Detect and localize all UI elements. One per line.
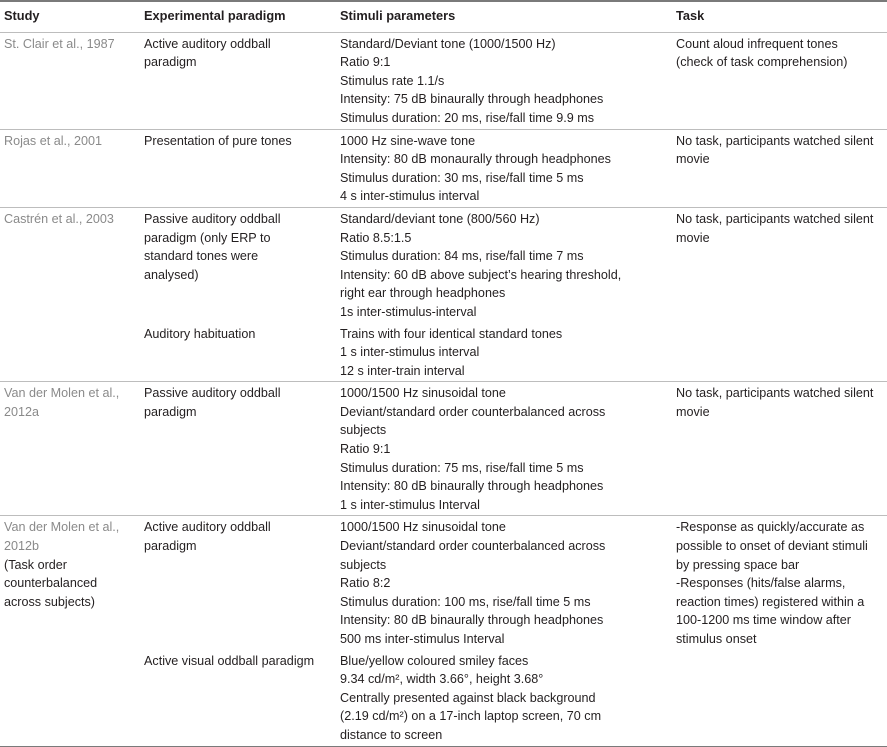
paradigm-cell — [140, 516, 336, 650]
task-line: (check of task comprehension) — [676, 55, 848, 70]
paradigm-line: Presentation of pure tones — [144, 133, 292, 148]
stimuli-cell — [336, 650, 672, 746]
stimuli-line: Blue/yellow coloured smiley faces — [340, 653, 529, 668]
task-cell — [672, 650, 887, 746]
stimuli-line: distance to screen — [340, 727, 443, 742]
paradigm-line: paradigm — [144, 539, 197, 554]
task-line: -Response as quickly/accurate as — [676, 520, 865, 535]
task-line: movie — [676, 152, 710, 167]
stimuli-line: Intensity: 80 dB monaurally through headphones — [340, 152, 611, 167]
study-cell — [0, 382, 140, 516]
paradigm-line: Active auditory oddball — [144, 36, 271, 51]
study-line: 2012b — [4, 539, 40, 554]
stimuli-line: right ear through headphones — [340, 286, 506, 301]
paradigm-line: paradigm — [144, 55, 197, 70]
paradigm-cell — [140, 323, 336, 382]
table-row — [0, 129, 887, 207]
stimuli-line: 1000 Hz sine-wave tone — [340, 133, 476, 148]
stimuli-line: Standard/deviant tone (800/560 Hz) — [340, 211, 540, 226]
stimuli-line: Deviant/standard order counterbalanced across — [340, 539, 606, 554]
stimuli-line: (2.19 cd/m²) on a 17-inch laptop screen, 70 cm — [340, 709, 602, 724]
stimuli-line: Stimulus duration: 30 ms, rise/fall time 5 ms — [340, 170, 584, 185]
stimuli-line: 1 s inter-stimulus interval — [340, 345, 480, 360]
task-line: No task, participants watched silent — [676, 133, 874, 148]
paradigm-line: paradigm — [144, 404, 197, 419]
stimuli-line: Ratio 9:1 — [340, 442, 391, 457]
paradigm-cell — [140, 650, 336, 746]
stimuli-line: 9.34 cd/m², width 3.66°, height 3.68° — [340, 672, 544, 687]
stimuli-line: 500 ms inter-stimulus Interval — [340, 632, 505, 646]
study-cell — [0, 32, 140, 129]
study-line: Van der Molen et al., — [4, 386, 120, 401]
stimuli-cell — [336, 129, 672, 207]
stimuli-line: subjects — [340, 423, 387, 438]
stimuli-line: 1000/1500 Hz sinusoidal tone — [340, 386, 506, 401]
stimuli-line: Centrally presented against black background — [340, 690, 596, 705]
study-cell — [0, 650, 140, 746]
study-line: Castrén et al., 2003 — [4, 211, 114, 226]
stimuli-line: Intensity: 75 dB binaurally through headphones — [340, 92, 604, 107]
header-study: Study — [0, 1, 140, 32]
stimuli-line: Ratio 8.5:1.5 — [340, 230, 412, 245]
study-note-line: (Task order — [4, 557, 67, 572]
task-cell — [672, 207, 887, 322]
stimuli-line: Stimulus duration: 100 ms, rise/fall time 5 ms — [340, 594, 591, 609]
stimuli-cell — [336, 382, 672, 516]
task-line: possible to onset of deviant stimuli — [676, 539, 868, 554]
stimuli-line: Ratio 9:1 — [340, 55, 391, 70]
paradigm-line: Passive auditory oddball — [144, 386, 281, 401]
task-line: No task, participants watched silent — [676, 386, 874, 401]
paradigm-line: Auditory habituation — [144, 326, 256, 341]
stimuli-line: 1000/1500 Hz sinusoidal tone — [340, 520, 506, 535]
table-row — [0, 323, 887, 382]
stimuli-line: Deviant/standard order counterbalanced across — [340, 404, 606, 419]
study-line: St. Clair et al., 1987 — [4, 36, 115, 51]
stimuli-cell — [336, 32, 672, 129]
stimuli-line: subjects — [340, 557, 387, 572]
paradigm-line: Active auditory oddball — [144, 520, 271, 535]
stimuli-line: Stimulus rate 1.1/s — [340, 73, 445, 88]
header-task: Task — [672, 1, 887, 32]
paradigm-cell — [140, 129, 336, 207]
table-row — [0, 32, 887, 129]
study-line: Rojas et al., 2001 — [4, 133, 103, 148]
stimuli-line: 1 s inter-stimulus Interval — [340, 497, 480, 512]
task-line: movie — [676, 404, 710, 419]
stimuli-line: Intensity: 60 dB above subject’s hearing threshold, — [340, 267, 622, 282]
task-cell — [672, 32, 887, 129]
task-cell — [672, 323, 887, 382]
stimuli-line: Ratio 8:2 — [340, 576, 391, 591]
stimuli-line: 12 s inter-train interval — [340, 363, 465, 378]
paradigm-line: analysed) — [144, 267, 199, 282]
stimuli-line: Intensity: 80 dB binaurally through headphones — [340, 613, 604, 628]
table-row — [0, 516, 887, 650]
table-row — [0, 650, 887, 746]
task-line: Count aloud infrequent tones — [676, 36, 838, 51]
stimuli-cell — [336, 323, 672, 382]
stimuli-line: Standard/Deviant tone (1000/1500 Hz) — [340, 36, 556, 51]
paradigm-line: Passive auditory oddball — [144, 211, 281, 226]
paradigm-line: paradigm (only ERP to — [144, 230, 271, 245]
header-stimuli: Stimuli parameters — [336, 1, 672, 32]
study-cell — [0, 323, 140, 382]
task-line: -Responses (hits/false alarms, — [676, 576, 846, 591]
stimuli-line: Intensity: 80 dB binaurally through headphones — [340, 479, 604, 494]
stimuli-cell — [336, 207, 672, 322]
table-row — [0, 207, 887, 322]
task-line: movie — [676, 230, 710, 245]
paradigm-line: standard tones were — [144, 249, 259, 264]
study-cell — [0, 516, 140, 650]
paradigm-cell — [140, 382, 336, 516]
table-row — [0, 382, 887, 516]
task-line: stimulus onset — [676, 632, 757, 646]
study-cell — [0, 129, 140, 207]
task-cell — [672, 516, 887, 650]
stimuli-cell — [336, 516, 672, 650]
study-line: 2012a — [4, 404, 40, 419]
study-note-line: across subjects) — [4, 594, 95, 609]
header-paradigm: Experimental paradigm — [140, 1, 336, 32]
stimuli-line: Stimulus duration: 84 ms, rise/fall time 7 ms — [340, 249, 584, 264]
task-line: by pressing space bar — [676, 557, 800, 572]
task-cell — [672, 129, 887, 207]
task-cell — [672, 382, 887, 516]
paradigm-cell — [140, 207, 336, 322]
header-row — [0, 1, 887, 32]
study-note-line: counterbalanced — [4, 576, 98, 591]
study-line: Van der Molen et al., — [4, 520, 120, 535]
study-cell — [0, 207, 140, 322]
stimuli-line: Stimulus duration: 20 ms, rise/fall time 9.9 ms — [340, 110, 595, 125]
table-body — [0, 32, 887, 746]
paradigm-line: Active visual oddball paradigm — [144, 653, 315, 668]
stimuli-line: 4 s inter-stimulus interval — [340, 189, 480, 204]
task-line: 100-1200 ms time window after — [676, 613, 851, 628]
task-line: No task, participants watched silent — [676, 211, 874, 226]
task-line: reaction times) registered within a — [676, 594, 865, 609]
stimuli-line: 1s inter-stimulus-interval — [340, 304, 477, 319]
paradigm-cell — [140, 32, 336, 129]
stimuli-line: Stimulus duration: 75 ms, rise/fall time 5 ms — [340, 460, 584, 475]
stimuli-line: Trains with four identical standard tones — [340, 326, 563, 341]
